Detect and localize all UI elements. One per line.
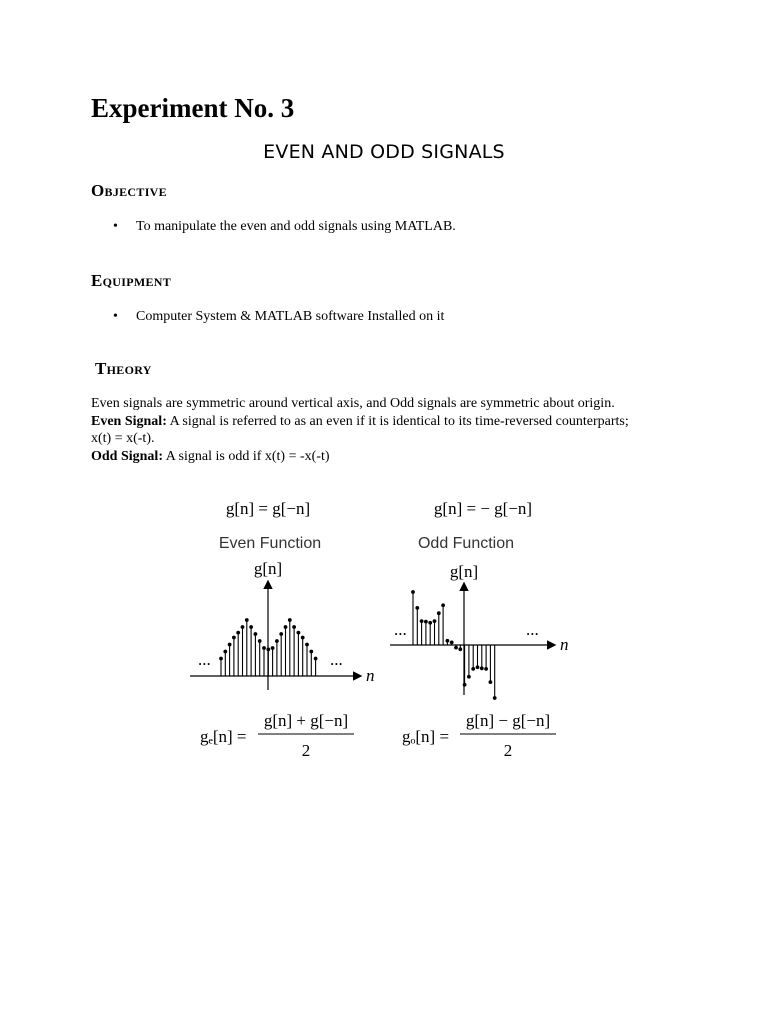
odd-stem-point xyxy=(411,590,415,594)
even-signal-equation: x(t) = x(-t). xyxy=(91,431,155,446)
equipment-heading: Equipment xyxy=(91,271,172,290)
even-stem-point xyxy=(254,632,258,636)
even-stem-point xyxy=(314,657,318,661)
even-component-lhs: gₑ[n] = xyxy=(200,727,247,746)
even-stem-point xyxy=(219,657,223,661)
even-ellipsis-left: ... xyxy=(198,650,211,669)
even-stem-point xyxy=(279,632,283,636)
odd-ellipsis-left: ... xyxy=(394,620,407,639)
even-stem-point xyxy=(223,650,227,654)
even-stem-point xyxy=(297,631,301,635)
even-stem-point xyxy=(288,618,292,622)
even-stem-point xyxy=(258,639,262,643)
odd-stem-point xyxy=(441,603,445,607)
odd-panel xyxy=(390,499,569,760)
odd-axis-label: g[n] xyxy=(449,562,479,581)
odd-ellipsis-right: ... xyxy=(526,620,539,639)
even-stem-point xyxy=(262,646,266,650)
even-formula: g[n] = g[−n] xyxy=(225,499,311,518)
bullet-dot-icon: • xyxy=(113,309,118,324)
even-signal-label: Even Signal: xyxy=(91,413,167,429)
even-stem-point xyxy=(266,648,270,652)
odd-stem-point xyxy=(484,667,488,671)
even-caption: Even Function xyxy=(218,535,322,552)
theory-heading: Theory xyxy=(95,359,152,378)
odd-stem-point xyxy=(458,647,462,651)
odd-stem-point xyxy=(424,620,428,624)
even-n-label: n xyxy=(366,666,375,685)
even-stem-point xyxy=(249,625,253,629)
odd-stem-point xyxy=(489,680,493,684)
odd-signal-definition xyxy=(91,448,691,466)
even-stem-point xyxy=(275,639,279,643)
odd-stem-point xyxy=(415,606,419,610)
even-stem-point xyxy=(309,650,313,654)
theory-intro: Even signals are symmetric around vertical axis, and Odd signals are symmetric about origin. xyxy=(91,396,615,411)
odd-stem-point xyxy=(480,666,484,670)
even-stem-point xyxy=(241,625,245,629)
odd-stem-point xyxy=(476,665,480,669)
experiment-subtitle: EVEN AND ODD SIGNALS xyxy=(263,141,505,163)
odd-stem-point xyxy=(493,696,497,700)
even-stem-point xyxy=(292,625,296,629)
experiment-title: Experiment No. 3 xyxy=(91,93,295,123)
objective-heading: Objective xyxy=(91,181,167,200)
odd-stem-point xyxy=(420,619,424,623)
even-ellipsis-right: ... xyxy=(330,650,343,669)
even-stem-point xyxy=(301,636,305,640)
odd-signal-label: Odd Signal: xyxy=(91,448,163,464)
bullet-dot-icon: • xyxy=(113,219,118,234)
odd-component-lhs: gₒ[n] = xyxy=(402,727,450,746)
even-stem-point xyxy=(305,643,309,647)
even-stem-point xyxy=(284,625,288,629)
even-signal-text: A signal is referred to as an even if it is identical to its time-reversed counterparts; xyxy=(166,413,629,429)
even-panel xyxy=(190,499,375,760)
odd-stem-point xyxy=(467,675,471,679)
odd-denominator: 2 xyxy=(503,741,513,760)
odd-stem-point xyxy=(446,639,450,643)
even-stem-point xyxy=(228,643,232,647)
odd-stem-point xyxy=(428,621,432,625)
odd-stem-point xyxy=(433,619,437,623)
odd-stem-point xyxy=(463,683,467,687)
even-denominator: 2 xyxy=(301,741,311,760)
odd-stem-point xyxy=(471,667,475,671)
even-signal-definition xyxy=(91,413,691,431)
theory-paragraph xyxy=(91,395,691,465)
equipment-bullet xyxy=(113,308,444,326)
objective-bullet-text: To manipulate the even and odd signals using MATLAB. xyxy=(136,219,456,234)
equipment-bullet-text: Computer System & MATLAB software Installed on it xyxy=(136,309,445,324)
odd-numerator: g[n] − g[−n] xyxy=(465,711,551,730)
even-stem-point xyxy=(271,646,275,650)
objective-bullet xyxy=(113,218,456,236)
even-axis-label: g[n] xyxy=(253,559,283,578)
odd-caption: Odd Function xyxy=(417,535,515,552)
odd-stem-point xyxy=(437,611,441,615)
odd-formula: g[n] = − g[−n] xyxy=(433,499,533,518)
odd-signal-text: A signal is odd if x(t) = -x(-t) xyxy=(162,448,330,464)
odd-n-label: n xyxy=(560,635,569,654)
odd-stem-point xyxy=(450,640,454,644)
even-numerator: g[n] + g[−n] xyxy=(263,711,349,730)
even-stem-point xyxy=(232,636,236,640)
even-stem-point xyxy=(245,618,249,622)
even-odd-figure xyxy=(188,490,588,770)
even-stem-point xyxy=(236,631,240,635)
odd-stem-point xyxy=(454,646,458,650)
